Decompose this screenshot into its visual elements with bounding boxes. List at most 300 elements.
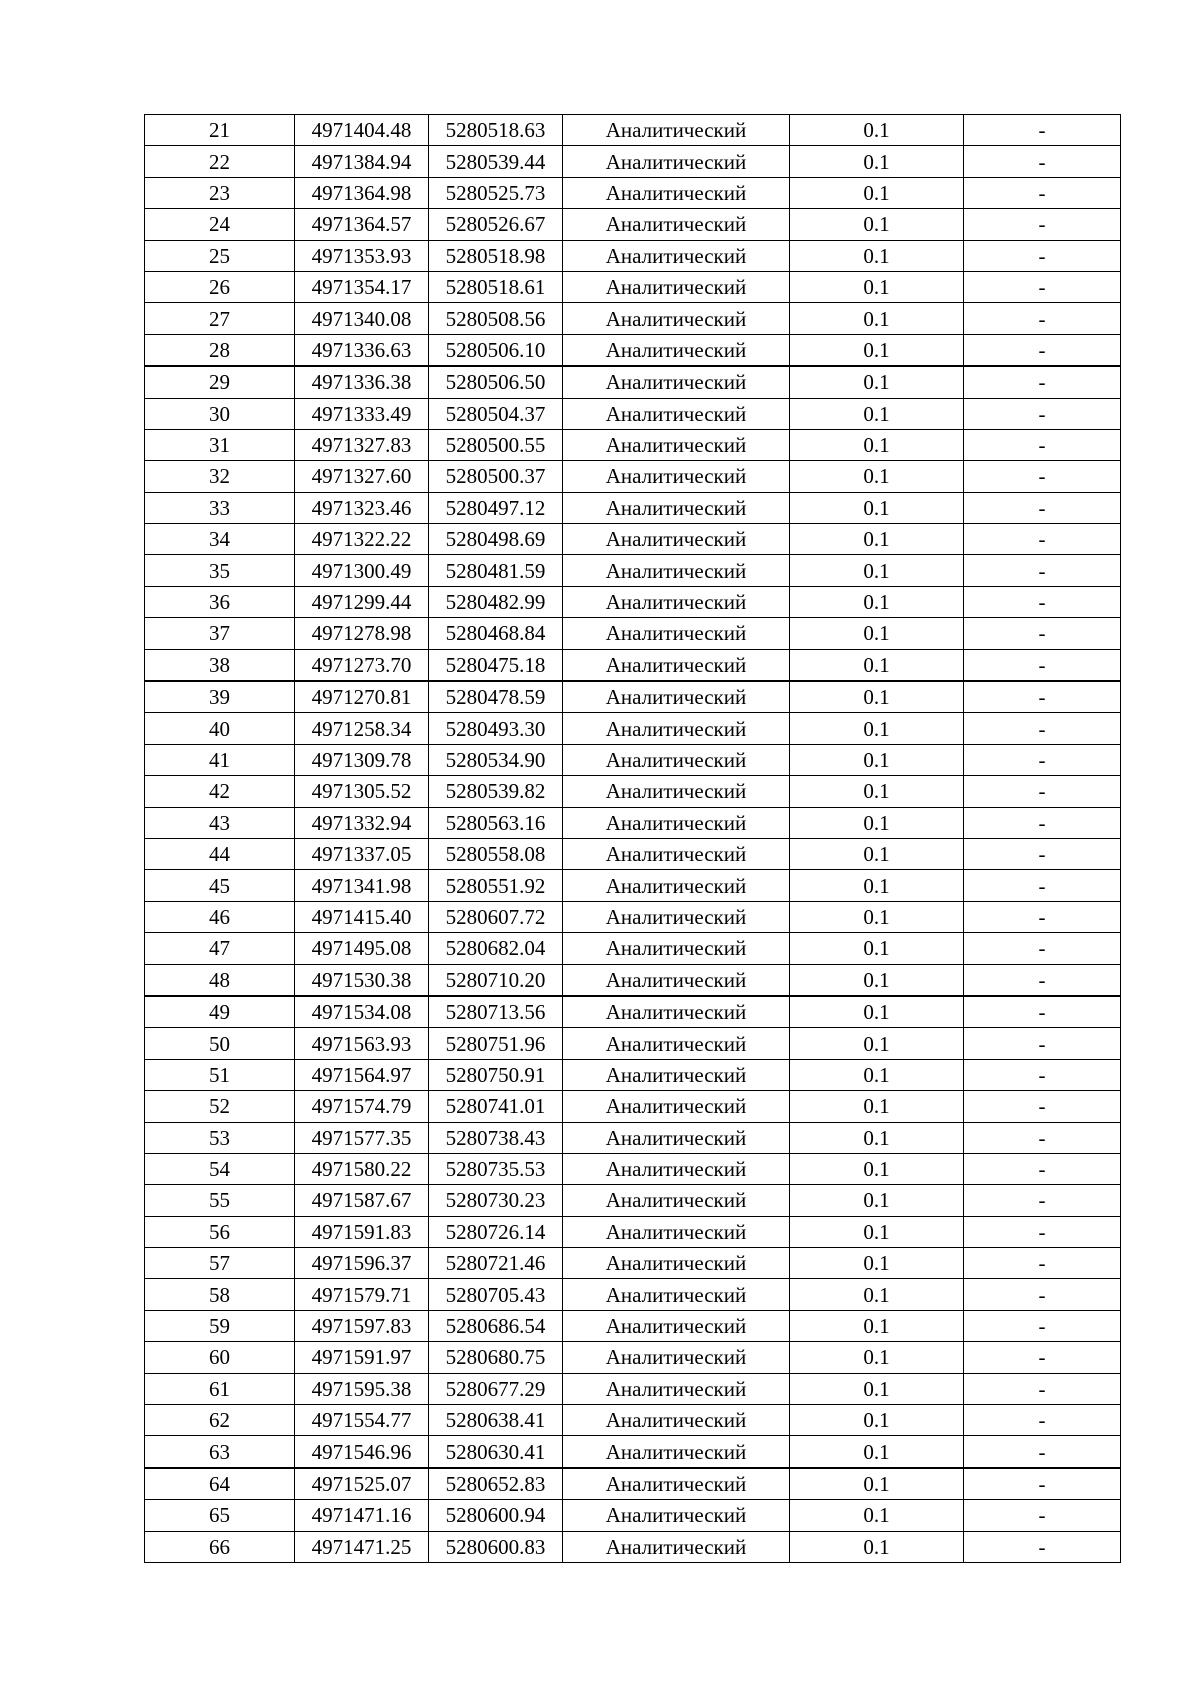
x-coordinate-cell: 4971563.93 — [295, 1028, 429, 1059]
method-cell: Аналитический — [563, 366, 790, 398]
y-coordinate-cell: 5280652.83 — [429, 1468, 563, 1500]
note-cell: - — [964, 303, 1121, 334]
accuracy-cell: 0.1 — [790, 1185, 964, 1216]
x-coordinate-cell: 4971534.08 — [295, 996, 429, 1028]
note-cell: - — [964, 1216, 1121, 1247]
accuracy-cell: 0.1 — [790, 1405, 964, 1436]
method-cell: Аналитический — [563, 996, 790, 1028]
y-coordinate-cell: 5280600.94 — [429, 1500, 563, 1531]
point-number-cell: 37 — [145, 618, 295, 649]
accuracy-cell: 0.1 — [790, 807, 964, 838]
table-row — [145, 271, 1121, 302]
table-row — [145, 366, 1121, 398]
x-coordinate-cell: 4971327.60 — [295, 461, 429, 492]
method-cell: Аналитический — [563, 1500, 790, 1531]
note-cell: - — [964, 1500, 1121, 1531]
note-cell: - — [964, 1091, 1121, 1122]
note-cell: - — [964, 1279, 1121, 1310]
note-cell: - — [964, 1342, 1121, 1373]
y-coordinate-cell: 5280506.10 — [429, 334, 563, 366]
note-cell: - — [964, 240, 1121, 271]
point-number-cell: 27 — [145, 303, 295, 334]
table-row — [145, 933, 1121, 964]
table-row — [145, 870, 1121, 901]
table-row — [145, 618, 1121, 649]
accuracy-cell: 0.1 — [790, 1373, 964, 1404]
note-cell: - — [964, 618, 1121, 649]
method-cell: Аналитический — [563, 807, 790, 838]
accuracy-cell: 0.1 — [790, 240, 964, 271]
note-cell: - — [964, 933, 1121, 964]
method-cell: Аналитический — [563, 524, 790, 555]
y-coordinate-cell: 5280534.90 — [429, 744, 563, 775]
table-row — [145, 1342, 1121, 1373]
y-coordinate-cell: 5280493.30 — [429, 713, 563, 744]
x-coordinate-cell: 4971577.35 — [295, 1122, 429, 1153]
x-coordinate-cell: 4971309.78 — [295, 744, 429, 775]
method-cell: Аналитический — [563, 1185, 790, 1216]
point-number-cell: 26 — [145, 271, 295, 302]
point-number-cell: 65 — [145, 1500, 295, 1531]
method-cell: Аналитический — [563, 177, 790, 208]
note-cell: - — [964, 1373, 1121, 1404]
accuracy-cell: 0.1 — [790, 1436, 964, 1468]
accuracy-cell: 0.1 — [790, 681, 964, 713]
y-coordinate-cell: 5280500.37 — [429, 461, 563, 492]
y-coordinate-cell: 5280525.73 — [429, 177, 563, 208]
x-coordinate-cell: 4971300.49 — [295, 555, 429, 586]
point-number-cell: 66 — [145, 1531, 295, 1562]
y-coordinate-cell: 5280563.16 — [429, 807, 563, 838]
y-coordinate-cell: 5280478.59 — [429, 681, 563, 713]
x-coordinate-cell: 4971596.37 — [295, 1248, 429, 1279]
point-number-cell: 52 — [145, 1091, 295, 1122]
accuracy-cell: 0.1 — [790, 177, 964, 208]
accuracy-cell: 0.1 — [790, 1122, 964, 1153]
y-coordinate-cell: 5280730.23 — [429, 1185, 563, 1216]
y-coordinate-cell: 5280518.98 — [429, 240, 563, 271]
point-number-cell: 62 — [145, 1405, 295, 1436]
accuracy-cell: 0.1 — [790, 1279, 964, 1310]
table-row — [145, 807, 1121, 838]
accuracy-cell: 0.1 — [790, 1468, 964, 1500]
y-coordinate-cell: 5280682.04 — [429, 933, 563, 964]
x-coordinate-cell: 4971273.70 — [295, 649, 429, 681]
x-coordinate-cell: 4971305.52 — [295, 776, 429, 807]
method-cell: Аналитический — [563, 209, 790, 240]
point-number-cell: 31 — [145, 429, 295, 460]
point-number-cell: 43 — [145, 807, 295, 838]
table-row — [145, 1468, 1121, 1500]
point-number-cell: 21 — [145, 115, 295, 146]
accuracy-cell: 0.1 — [790, 146, 964, 177]
table-row — [145, 901, 1121, 932]
note-cell: - — [964, 115, 1121, 146]
method-cell: Аналитический — [563, 1279, 790, 1310]
note-cell: - — [964, 807, 1121, 838]
point-number-cell: 57 — [145, 1248, 295, 1279]
table-row — [145, 240, 1121, 271]
method-cell: Аналитический — [563, 115, 790, 146]
y-coordinate-cell: 5280504.37 — [429, 398, 563, 429]
accuracy-cell: 0.1 — [790, 1500, 964, 1531]
y-coordinate-cell: 5280481.59 — [429, 555, 563, 586]
table-row — [145, 586, 1121, 617]
point-number-cell: 22 — [145, 146, 295, 177]
method-cell: Аналитический — [563, 271, 790, 302]
y-coordinate-cell: 5280506.50 — [429, 366, 563, 398]
table-row — [145, 1279, 1121, 1310]
accuracy-cell: 0.1 — [790, 398, 964, 429]
table-row — [145, 838, 1121, 869]
accuracy-cell: 0.1 — [790, 1059, 964, 1090]
table-row — [145, 115, 1121, 146]
note-cell: - — [964, 1153, 1121, 1184]
accuracy-cell: 0.1 — [790, 209, 964, 240]
note-cell: - — [964, 146, 1121, 177]
accuracy-cell: 0.1 — [790, 271, 964, 302]
x-coordinate-cell: 4971546.96 — [295, 1436, 429, 1468]
coordinates-table-body — [145, 115, 1121, 1563]
note-cell: - — [964, 1185, 1121, 1216]
accuracy-cell: 0.1 — [790, 618, 964, 649]
y-coordinate-cell: 5280705.43 — [429, 1279, 563, 1310]
point-number-cell: 47 — [145, 933, 295, 964]
accuracy-cell: 0.1 — [790, 461, 964, 492]
point-number-cell: 54 — [145, 1153, 295, 1184]
point-number-cell: 40 — [145, 713, 295, 744]
x-coordinate-cell: 4971270.81 — [295, 681, 429, 713]
x-coordinate-cell: 4971554.77 — [295, 1405, 429, 1436]
accuracy-cell: 0.1 — [790, 901, 964, 932]
point-number-cell: 32 — [145, 461, 295, 492]
x-coordinate-cell: 4971495.08 — [295, 933, 429, 964]
y-coordinate-cell: 5280721.46 — [429, 1248, 563, 1279]
table-row — [145, 1436, 1121, 1468]
note-cell: - — [964, 1531, 1121, 1562]
y-coordinate-cell: 5280735.53 — [429, 1153, 563, 1184]
method-cell: Аналитический — [563, 492, 790, 523]
point-number-cell: 23 — [145, 177, 295, 208]
y-coordinate-cell: 5280518.61 — [429, 271, 563, 302]
x-coordinate-cell: 4971595.38 — [295, 1373, 429, 1404]
point-number-cell: 56 — [145, 1216, 295, 1247]
method-cell: Аналитический — [563, 1248, 790, 1279]
x-coordinate-cell: 4971353.93 — [295, 240, 429, 271]
note-cell: - — [964, 838, 1121, 869]
table-row — [145, 303, 1121, 334]
point-number-cell: 41 — [145, 744, 295, 775]
method-cell: Аналитический — [563, 1028, 790, 1059]
x-coordinate-cell: 4971597.83 — [295, 1310, 429, 1341]
x-coordinate-cell: 4971591.83 — [295, 1216, 429, 1247]
note-cell: - — [964, 492, 1121, 523]
table-row — [145, 1310, 1121, 1341]
x-coordinate-cell: 4971471.25 — [295, 1531, 429, 1562]
y-coordinate-cell: 5280482.99 — [429, 586, 563, 617]
note-cell: - — [964, 1405, 1121, 1436]
table-row — [145, 524, 1121, 555]
y-coordinate-cell: 5280680.75 — [429, 1342, 563, 1373]
y-coordinate-cell: 5280500.55 — [429, 429, 563, 460]
accuracy-cell: 0.1 — [790, 1531, 964, 1562]
table-row — [145, 681, 1121, 713]
table-row — [145, 1216, 1121, 1247]
accuracy-cell: 0.1 — [790, 838, 964, 869]
point-number-cell: 24 — [145, 209, 295, 240]
x-coordinate-cell: 4971354.17 — [295, 271, 429, 302]
table-row — [145, 1122, 1121, 1153]
note-cell: - — [964, 1248, 1121, 1279]
table-row — [145, 1373, 1121, 1404]
point-number-cell: 35 — [145, 555, 295, 586]
note-cell: - — [964, 334, 1121, 366]
y-coordinate-cell: 5280539.82 — [429, 776, 563, 807]
method-cell: Аналитический — [563, 713, 790, 744]
table-row — [145, 429, 1121, 460]
note-cell: - — [964, 524, 1121, 555]
accuracy-cell: 0.1 — [790, 1310, 964, 1341]
method-cell: Аналитический — [563, 1153, 790, 1184]
table-row — [145, 146, 1121, 177]
note-cell: - — [964, 209, 1121, 240]
note-cell: - — [964, 649, 1121, 681]
accuracy-cell: 0.1 — [790, 1342, 964, 1373]
point-number-cell: 58 — [145, 1279, 295, 1310]
x-coordinate-cell: 4971587.67 — [295, 1185, 429, 1216]
method-cell: Аналитический — [563, 744, 790, 775]
table-row — [145, 334, 1121, 366]
table-row — [145, 1028, 1121, 1059]
method-cell: Аналитический — [563, 1468, 790, 1500]
method-cell: Аналитический — [563, 398, 790, 429]
x-coordinate-cell: 4971299.44 — [295, 586, 429, 617]
accuracy-cell: 0.1 — [790, 776, 964, 807]
method-cell: Аналитический — [563, 681, 790, 713]
note-cell: - — [964, 555, 1121, 586]
y-coordinate-cell: 5280677.29 — [429, 1373, 563, 1404]
x-coordinate-cell: 4971574.79 — [295, 1091, 429, 1122]
method-cell: Аналитический — [563, 838, 790, 869]
point-number-cell: 64 — [145, 1468, 295, 1500]
y-coordinate-cell: 5280558.08 — [429, 838, 563, 869]
accuracy-cell: 0.1 — [790, 1216, 964, 1247]
point-number-cell: 28 — [145, 334, 295, 366]
method-cell: Аналитический — [563, 555, 790, 586]
x-coordinate-cell: 4971530.38 — [295, 964, 429, 996]
point-number-cell: 55 — [145, 1185, 295, 1216]
note-cell: - — [964, 1436, 1121, 1468]
point-number-cell: 49 — [145, 996, 295, 1028]
y-coordinate-cell: 5280751.96 — [429, 1028, 563, 1059]
point-number-cell: 34 — [145, 524, 295, 555]
method-cell: Аналитический — [563, 586, 790, 617]
accuracy-cell: 0.1 — [790, 1028, 964, 1059]
accuracy-cell: 0.1 — [790, 744, 964, 775]
x-coordinate-cell: 4971337.05 — [295, 838, 429, 869]
note-cell: - — [964, 398, 1121, 429]
method-cell: Аналитический — [563, 1216, 790, 1247]
note-cell: - — [964, 429, 1121, 460]
accuracy-cell: 0.1 — [790, 555, 964, 586]
y-coordinate-cell: 5280750.91 — [429, 1059, 563, 1090]
note-cell: - — [964, 461, 1121, 492]
point-number-cell: 44 — [145, 838, 295, 869]
table-row — [145, 1500, 1121, 1531]
point-number-cell: 48 — [145, 964, 295, 996]
method-cell: Аналитический — [563, 461, 790, 492]
x-coordinate-cell: 4971591.97 — [295, 1342, 429, 1373]
accuracy-cell: 0.1 — [790, 1248, 964, 1279]
x-coordinate-cell: 4971322.22 — [295, 524, 429, 555]
table-row — [145, 1185, 1121, 1216]
x-coordinate-cell: 4971333.49 — [295, 398, 429, 429]
table-row — [145, 744, 1121, 775]
note-cell: - — [964, 776, 1121, 807]
method-cell: Аналитический — [563, 933, 790, 964]
x-coordinate-cell: 4971278.98 — [295, 618, 429, 649]
method-cell: Аналитический — [563, 964, 790, 996]
method-cell: Аналитический — [563, 776, 790, 807]
method-cell: Аналитический — [563, 429, 790, 460]
method-cell: Аналитический — [563, 1091, 790, 1122]
table-row — [145, 1059, 1121, 1090]
point-number-cell: 59 — [145, 1310, 295, 1341]
y-coordinate-cell: 5280726.14 — [429, 1216, 563, 1247]
accuracy-cell: 0.1 — [790, 933, 964, 964]
x-coordinate-cell: 4971415.40 — [295, 901, 429, 932]
method-cell: Аналитический — [563, 240, 790, 271]
table-row — [145, 996, 1121, 1028]
note-cell: - — [964, 901, 1121, 932]
method-cell: Аналитический — [563, 1122, 790, 1153]
x-coordinate-cell: 4971336.63 — [295, 334, 429, 366]
y-coordinate-cell: 5280738.43 — [429, 1122, 563, 1153]
point-number-cell: 50 — [145, 1028, 295, 1059]
x-coordinate-cell: 4971525.07 — [295, 1468, 429, 1500]
note-cell: - — [964, 996, 1121, 1028]
note-cell: - — [964, 1059, 1121, 1090]
accuracy-cell: 0.1 — [790, 1153, 964, 1184]
point-number-cell: 30 — [145, 398, 295, 429]
y-coordinate-cell: 5280638.41 — [429, 1405, 563, 1436]
point-number-cell: 60 — [145, 1342, 295, 1373]
table-row — [145, 713, 1121, 744]
table-row — [145, 776, 1121, 807]
point-number-cell: 33 — [145, 492, 295, 523]
table-row — [145, 492, 1121, 523]
note-cell: - — [964, 681, 1121, 713]
note-cell: - — [964, 1122, 1121, 1153]
x-coordinate-cell: 4971340.08 — [295, 303, 429, 334]
y-coordinate-cell: 5280497.12 — [429, 492, 563, 523]
point-number-cell: 51 — [145, 1059, 295, 1090]
y-coordinate-cell: 5280600.83 — [429, 1531, 563, 1562]
y-coordinate-cell: 5280526.67 — [429, 209, 563, 240]
table-row — [145, 964, 1121, 996]
method-cell: Аналитический — [563, 1342, 790, 1373]
method-cell: Аналитический — [563, 1405, 790, 1436]
x-coordinate-cell: 4971327.83 — [295, 429, 429, 460]
x-coordinate-cell: 4971336.38 — [295, 366, 429, 398]
y-coordinate-cell: 5280518.63 — [429, 115, 563, 146]
method-cell: Аналитический — [563, 1436, 790, 1468]
table-row — [145, 649, 1121, 681]
y-coordinate-cell: 5280475.18 — [429, 649, 563, 681]
table-row — [145, 1531, 1121, 1562]
x-coordinate-cell: 4971323.46 — [295, 492, 429, 523]
accuracy-cell: 0.1 — [790, 429, 964, 460]
x-coordinate-cell: 4971404.48 — [295, 115, 429, 146]
accuracy-cell: 0.1 — [790, 1091, 964, 1122]
x-coordinate-cell: 4971580.22 — [295, 1153, 429, 1184]
accuracy-cell: 0.1 — [790, 115, 964, 146]
point-number-cell: 39 — [145, 681, 295, 713]
accuracy-cell: 0.1 — [790, 586, 964, 617]
table-row — [145, 1153, 1121, 1184]
x-coordinate-cell: 4971471.16 — [295, 1500, 429, 1531]
table-row — [145, 555, 1121, 586]
y-coordinate-cell: 5280468.84 — [429, 618, 563, 649]
note-cell: - — [964, 177, 1121, 208]
table-row — [145, 1405, 1121, 1436]
note-cell: - — [964, 1310, 1121, 1341]
y-coordinate-cell: 5280607.72 — [429, 901, 563, 932]
accuracy-cell: 0.1 — [790, 366, 964, 398]
method-cell: Аналитический — [563, 303, 790, 334]
y-coordinate-cell: 5280630.41 — [429, 1436, 563, 1468]
method-cell: Аналитический — [563, 1059, 790, 1090]
method-cell: Аналитический — [563, 334, 790, 366]
method-cell: Аналитический — [563, 870, 790, 901]
y-coordinate-cell: 5280710.20 — [429, 964, 563, 996]
x-coordinate-cell: 4971364.98 — [295, 177, 429, 208]
method-cell: Аналитический — [563, 618, 790, 649]
point-number-cell: 29 — [145, 366, 295, 398]
accuracy-cell: 0.1 — [790, 996, 964, 1028]
note-cell: - — [964, 744, 1121, 775]
y-coordinate-cell: 5280539.44 — [429, 146, 563, 177]
y-coordinate-cell: 5280741.01 — [429, 1091, 563, 1122]
method-cell: Аналитический — [563, 146, 790, 177]
note-cell: - — [964, 1028, 1121, 1059]
method-cell: Аналитический — [563, 1373, 790, 1404]
accuracy-cell: 0.1 — [790, 524, 964, 555]
accuracy-cell: 0.1 — [790, 492, 964, 523]
x-coordinate-cell: 4971564.97 — [295, 1059, 429, 1090]
x-coordinate-cell: 4971364.57 — [295, 209, 429, 240]
x-coordinate-cell: 4971341.98 — [295, 870, 429, 901]
table-row — [145, 461, 1121, 492]
note-cell: - — [964, 870, 1121, 901]
method-cell: Аналитический — [563, 901, 790, 932]
y-coordinate-cell: 5280498.69 — [429, 524, 563, 555]
accuracy-cell: 0.1 — [790, 334, 964, 366]
method-cell: Аналитический — [563, 1531, 790, 1562]
method-cell: Аналитический — [563, 1310, 790, 1341]
x-coordinate-cell: 4971332.94 — [295, 807, 429, 838]
note-cell: - — [964, 713, 1121, 744]
point-number-cell: 46 — [145, 901, 295, 932]
accuracy-cell: 0.1 — [790, 649, 964, 681]
y-coordinate-cell: 5280713.56 — [429, 996, 563, 1028]
point-number-cell: 45 — [145, 870, 295, 901]
point-number-cell: 25 — [145, 240, 295, 271]
accuracy-cell: 0.1 — [790, 964, 964, 996]
point-number-cell: 38 — [145, 649, 295, 681]
note-cell: - — [964, 1468, 1121, 1500]
coordinates-table — [144, 114, 1121, 1563]
